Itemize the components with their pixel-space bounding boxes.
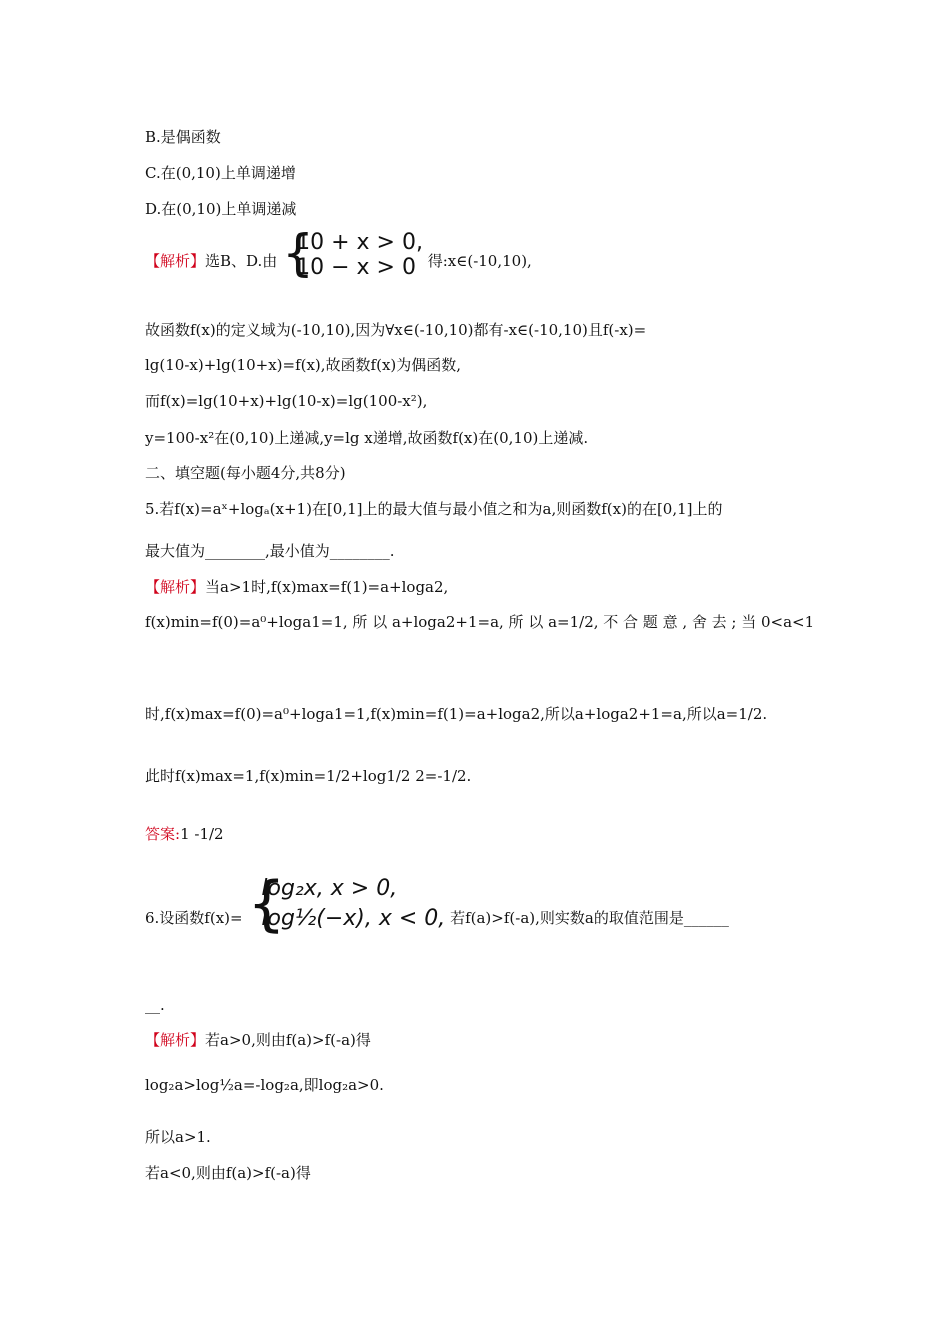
answer-values: 1 -1/2 [180, 825, 224, 843]
q4-solution-line1 [145, 224, 532, 282]
q4-line2: 故函数f(x)的定义域为(-10,10),因为∀x∈(-10,10)都有-x∈(-10,10)且f(-x)= [145, 321, 647, 339]
option-d: D.在(0,10)上单调递减 [145, 200, 297, 218]
option-c: C.在(0,10)上单调递增 [145, 164, 296, 182]
q5-solution-line4: 此时f(x)max=1,f(x)min=1/2+log1/2 2=-1/2. [145, 767, 472, 785]
system-row-1: 10 + x > 0, [296, 230, 423, 255]
q5-stem-line1: 5.若f(x)=aˣ+logₐ(x+1)在[0,1]上的最大值与最小值之和为a,则函数f(x)的在[0,1]上的 [145, 500, 723, 518]
q4-line5: y=100-x²在(0,10)上递减,y=lg x递增,故函数f(x)在(0,10)上递减. [145, 429, 589, 447]
section-heading: 二、填空题(每小题4分,共8分) [145, 464, 346, 482]
answer-label: 答案: [145, 825, 181, 843]
solution-tag: 【解析】 [145, 1031, 206, 1049]
option-b: B.是偶函数 [145, 128, 221, 146]
q6-stem: 6.设函数f(x)= { log₂x, x > 0, log½(−x), x < 0, 若f(a)>f(-a),则实数a的取值范围是______ [145, 869, 729, 939]
q5-stem-line2: 最大值为________,最小值为________. [145, 542, 395, 560]
q5-solution-line2: f(x)min=f(0)=a⁰+loga1=1, 所 以 a+loga2+1=a, 所 以 a=1/2, 不 合 题 意 , 舍 去 ; 当 0<a<1 [145, 613, 815, 631]
q4-line4: 而f(x)=lg(10+x)+lg(10-x)=lg(100-x²), [145, 392, 428, 410]
q6-stem-tail: __. [145, 996, 165, 1014]
solution-tag: 【解析】 [145, 578, 206, 596]
q5-solution-line3: 时,f(x)max=f(0)=a⁰+loga1=1,f(x)min=f(1)=a+loga2,所以a+loga2+1=a,所以a=1/2. [145, 705, 768, 723]
q6-solution-line3: 所以a>1. [145, 1128, 211, 1146]
q6-solution-line1: 【解析】若a>0,则由f(a)>f(-a)得 [145, 1031, 371, 1049]
piece-row-1: log₂x, x > 0, [261, 876, 398, 901]
piecewise-function: { log₂x, x > 0, log½(−x), x < 0, [247, 869, 446, 939]
system-row-2: 10 − x > 0 [296, 255, 416, 280]
q6-solution-line4: 若a<0,则由f(a)>f(-a)得 [145, 1164, 311, 1182]
inequality-system: { 10 + x > 0, 10 − x > 0 [282, 224, 423, 282]
q6-solution-line2: log₂a>log½a=-log₂a,即log₂a>0. [145, 1076, 384, 1094]
q5-solution-line1: 【解析】当a>1时,f(x)max=f(1)=a+loga2, [145, 578, 449, 596]
q4-intro: 选B、D.由 [205, 252, 278, 270]
solution-tag: 【解析】 [145, 252, 206, 270]
q4-after: 得:x∈(-10,10), [427, 252, 532, 270]
q4-line3: lg(10-x)+lg(10+x)=f(x),故函数f(x)为偶函数, [145, 356, 462, 374]
piece-row-2: log½(−x), x < 0, [261, 906, 446, 931]
q5-answer [145, 824, 224, 844]
